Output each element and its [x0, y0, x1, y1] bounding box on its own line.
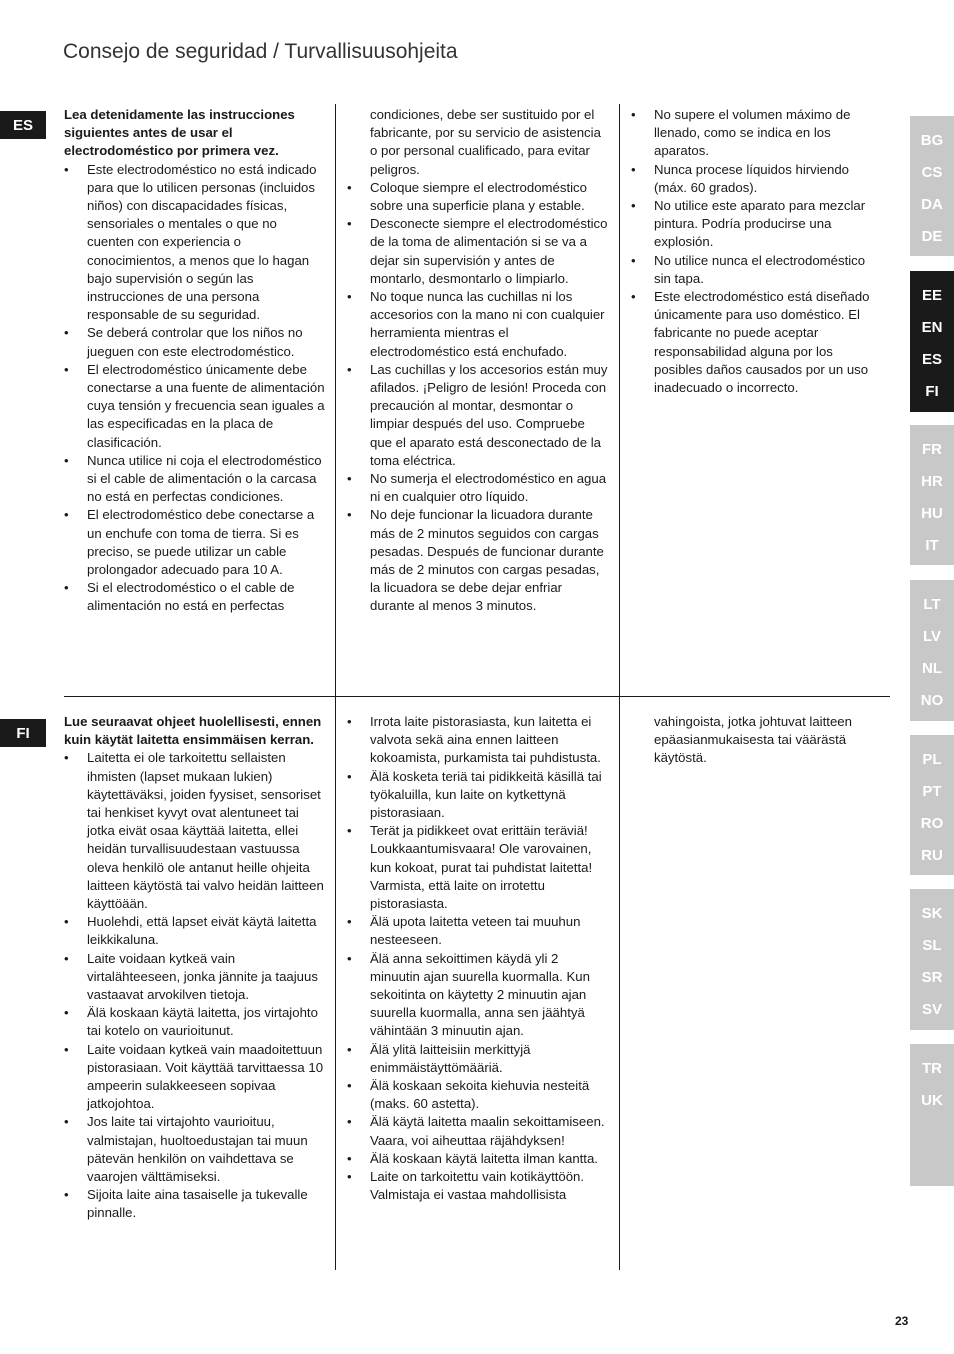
section-badge-es: ES	[0, 111, 46, 139]
language-tab-hr[interactable]: HR	[921, 472, 943, 490]
list-item: • Älä koskaan käytä laitetta, jos virtajohto tai kotelo on vaurioitunut.	[64, 1004, 326, 1040]
language-tab-ru[interactable]: RU	[921, 846, 943, 864]
list-item: • Älä käytä laitetta maalin sekoittamiseen. Vaara, voi aiheuttaa räjähdyksen!	[347, 1113, 609, 1149]
list-item: • Laite voidaan kytkeä vain maadoitettuun pistorasiaan. Voit käyttää tarvittaessa 10 ampeerin sulakkeeseen sopivaa jatkojohtoa.	[64, 1041, 326, 1114]
language-tab-en[interactable]: EN	[921, 318, 943, 336]
language-tab-it[interactable]: IT	[925, 536, 939, 554]
fi-col1-list	[64, 749, 326, 1222]
list-item: • No sumerja el electrodoméstico en agua ni en cualquier otro líquido.	[347, 470, 609, 506]
list-item: • Este electrodoméstico está diseñado únicamente para uso doméstico. El fabricante no puede aceptar responsabilidad alguna por los posibles daños causados por un uso inadecuado o incorrecto.	[631, 288, 881, 397]
es-column-1	[64, 106, 326, 616]
language-tab-hu[interactable]: HU	[921, 504, 943, 522]
language-tab-pl[interactable]: PL	[922, 750, 942, 768]
list-item: • Älä koskaan käytä laitetta ilman kantta.	[347, 1150, 609, 1168]
fi-intro: Lue seuraavat ohjeet huolellisesti, ennen kuin käytät laitetta ensimmäisen kerran.	[64, 714, 322, 748]
language-tab-fr[interactable]: FR	[922, 440, 942, 458]
list-item: • Huolehdi, että lapset eivät käytä laitetta leikkikaluna.	[64, 913, 326, 949]
fi-col3-continuation: vahingoista, jotka johtuvat laitteen epäasianmukaisesta tai väärästä käytöstä.	[654, 714, 852, 766]
list-item: • Se deberá controlar que los niños no jueguen con este electrodoméstico.	[64, 324, 326, 360]
list-item: • Si el electrodoméstico o el cable de alimentación no está en perfectas	[64, 579, 326, 615]
fi-column-2	[347, 713, 609, 1204]
list-item: • No toque nunca las cuchillas ni los accesorios con la mano ni con cualquier herramienta mientras el electrodoméstico está enchufado.	[347, 288, 609, 361]
language-group	[910, 735, 954, 875]
language-tab-sl[interactable]: SL	[922, 936, 942, 954]
column-divider	[335, 697, 336, 1270]
es-col1-list	[64, 161, 326, 616]
language-tab-da[interactable]: DA	[921, 195, 943, 213]
list-item: • Älä anna sekoittimen käydä yli 2 minuutin ajan suurella kuormalla. Kun sekoitinta on käytetty 2 minuutin ajan suurella kuormalla, anna sen jäähtyä vähintään 3 minuutin ajan.	[347, 950, 609, 1041]
language-tab-ee[interactable]: EE	[921, 286, 942, 304]
fi-column-3	[631, 713, 881, 768]
list-item: • Las cuchillas y los accesorios están muy afilados. ¡Peligro de lesión! Proceda con precaución al montar, desmontar o limpiar después del uso. Compruebe que el aparato está desconectado de la toma eléctrica.	[347, 361, 609, 470]
list-item: • Terät ja pidikkeet ovat erittäin teräviä! Loukkaantumisvaara! Ole varovainen, kun kokoat, purat tai puhdistat laitetta! Varmista, että laite on irrotettu pistorasiasta.	[347, 822, 609, 913]
list-item: • El electrodoméstico únicamente debe conectarse a una fuente de alimentación cuya tensión y frecuencia sean iguales a las especificadas en la placa de clasificación.	[64, 361, 326, 452]
es-col2-list	[347, 179, 609, 616]
fi-column-1	[64, 713, 326, 1223]
fi-col2-list	[347, 713, 609, 1204]
column-divider	[619, 104, 620, 696]
language-group	[910, 889, 954, 1030]
list-item: • Este electrodoméstico no está indicado para que lo utilicen personas (incluidos niños) con discapacidades físicas, sensoriales o mentales o que no cuenten con experiencia o conocimientos, a menos que lo hagan bajo supervisión o según las instrucciones de una persona responsable de su seguridad.	[64, 161, 326, 325]
list-item: • Irrota laite pistorasiasta, kun laitetta ei valvota sekä aina ennen laitteen kokoamista, purkamista tai puhdistusta.	[347, 713, 609, 768]
language-tab-nl[interactable]: NL	[922, 659, 942, 677]
language-tab-uk[interactable]: UK	[921, 1091, 943, 1109]
list-item: • Laite on tarkoitettu vain kotikäyttöön. Valmistaja ei vastaa mahdollisista	[347, 1168, 609, 1204]
language-tab-lt[interactable]: LT	[923, 595, 941, 613]
language-tab-lv[interactable]: LV	[922, 627, 942, 645]
list-item: • Älä koskaan sekoita kiehuvia nesteitä (maks. 60 astetta).	[347, 1077, 609, 1113]
language-group	[910, 1044, 954, 1186]
language-tab-tr[interactable]: TR	[922, 1059, 942, 1077]
list-item: • Desconecte siempre el electrodoméstico de la toma de alimentación si se va a dejar sin supervisión y antes de montarlo, desmontarlo o limpiarlo.	[347, 215, 609, 288]
page-title: Consejo de seguridad / Turvallisuusohjeita	[63, 40, 458, 63]
language-tab-no[interactable]: NO	[920, 691, 944, 709]
list-item: • No utilice nunca el electrodoméstico sin tapa.	[631, 252, 881, 288]
list-item: • Laite voidaan kytkeä vain virtalähteeseen, jonka jännite ja taajuus vastaavat arvokilven tietoja.	[64, 950, 326, 1005]
language-tab-es[interactable]: ES	[921, 350, 942, 368]
page-number: 23	[895, 1314, 909, 1328]
list-item: • Laitetta ei ole tarkoitettu sellaisten ihmisten (lapset mukaan lukien) käytettäväksi, joiden fyysiset, sensoriset tai henkiset kyvyt ovat alentuneet tai jotka eivät osaa käyttää laitetta, ellei heidän turvallisuudestaan vastuussa oleva henkilö ole antanut heille ohjeita laitteen käytöstä tai valvo heidän laitteen käyttöään.	[64, 749, 326, 913]
list-item: • El electrodoméstico debe conectarse a un enchufe con toma de tierra. Si es preciso, se puede utilizar un cable prolongador adecuado para 10 A.	[64, 506, 326, 579]
section-badge-fi: FI	[0, 719, 46, 747]
language-tab-ro[interactable]: RO	[920, 814, 944, 832]
language-tab-sk[interactable]: SK	[921, 904, 943, 922]
es-column-2	[347, 106, 609, 616]
language-tab-bg[interactable]: BG	[920, 131, 944, 149]
language-tab-pt[interactable]: PT	[922, 782, 942, 800]
language-group	[910, 271, 954, 412]
list-item: • No supere el volumen máximo de llenado, como se indica en los aparatos.	[631, 106, 881, 161]
list-item: • Älä ylitä laitteisiin merkittyjä enimmäistäyttömääriä.	[347, 1041, 609, 1077]
list-item: • Älä upota laitetta veteen tai muuhun nesteeseen.	[347, 913, 609, 949]
list-item: • Nunca procese líquidos hirviendo (máx. 60 grados).	[631, 161, 881, 197]
list-item: • Älä kosketa teriä tai pidikkeitä käsillä tai työkaluilla, kun laite on kytkettynä pistorasiaan.	[347, 768, 609, 823]
list-item: • Coloque siempre el electrodoméstico sobre una superficie plana y estable.	[347, 179, 609, 215]
language-tab-sr[interactable]: SR	[921, 968, 943, 986]
es-col2-continuation: condiciones, debe ser sustituido por el fabricante, por su servicio de asistencia o por personal cualificado, para evitar peligros.	[370, 107, 601, 177]
list-item: • No utilice este aparato para mezclar pintura. Podría producirse una explosión.	[631, 197, 881, 252]
es-column-3	[631, 106, 881, 397]
list-item: • No deje funcionar la licuadora durante más de 2 minutos seguidos con cargas pesadas. Después de funcionar durante más de 2 minutos con cargas pesadas, la licuadora se debe dejar enfriar durante al menos 3 minutos.	[347, 506, 609, 615]
language-group	[910, 580, 954, 721]
section-divider	[64, 696, 890, 697]
es-col3-list	[631, 106, 881, 397]
language-tab-cs[interactable]: CS	[921, 163, 943, 181]
language-group	[910, 425, 954, 565]
list-item: • Sijoita laite aina tasaiselle ja tukevalle pinnalle.	[64, 1186, 326, 1222]
language-tab-de[interactable]: DE	[921, 227, 943, 245]
es-intro: Lea detenidamente las instrucciones siguientes antes de usar el electrodoméstico por primera vez.	[64, 107, 295, 159]
list-item: • Jos laite tai virtajohto vaurioituu, valmistajan, huoltoedustajan tai muun pätevän henkilön on vaihdettava se vaarojen välttämiseksi.	[64, 1113, 326, 1186]
column-divider	[335, 104, 336, 696]
list-item: • Nunca utilice ni coja el electrodoméstico si el cable de alimentación o la carcasa no está en perfectas condiciones.	[64, 452, 326, 507]
language-group	[910, 116, 954, 256]
language-tab-fi[interactable]: FI	[925, 382, 939, 400]
language-tab-sv[interactable]: SV	[921, 1000, 942, 1018]
column-divider	[619, 697, 620, 1270]
